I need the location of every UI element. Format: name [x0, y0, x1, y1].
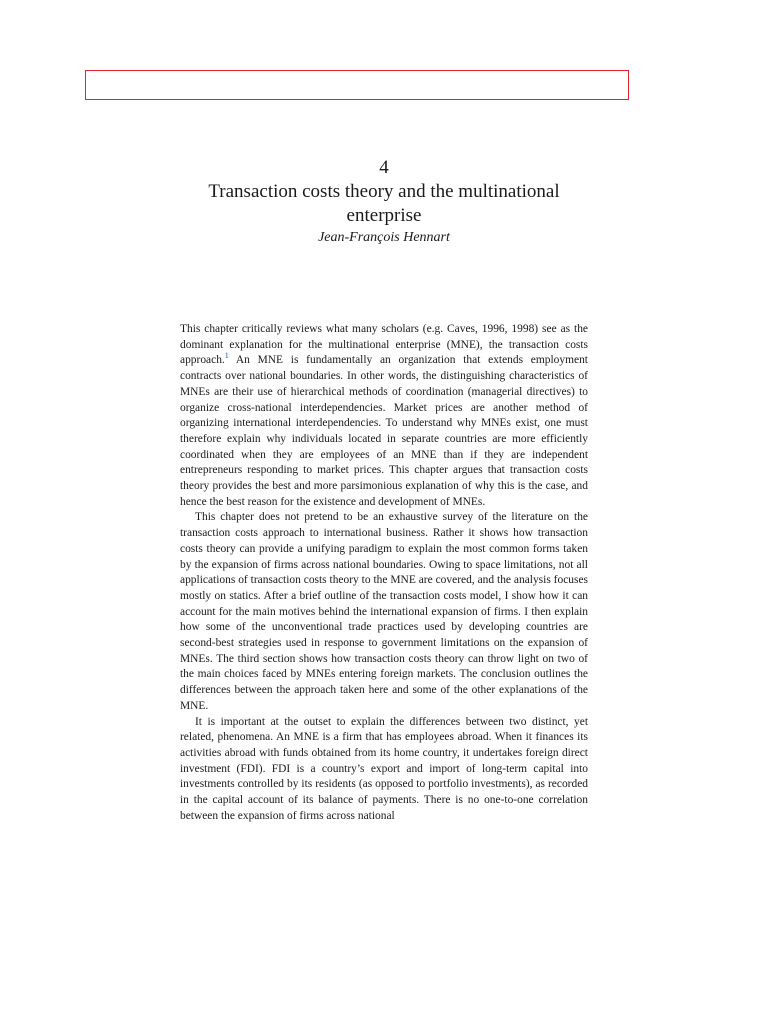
body-text — [180, 322, 588, 825]
chapter-number: 4 — [379, 157, 389, 178]
footnote-ref-1[interactable]: 1 — [224, 351, 229, 361]
header-box — [85, 70, 629, 100]
paragraph-1-continued: An MNE is fundamentally an organization that extends employment contracts over national boundaries. In other words, the distinguishing characteristics of MNEs are their use of hierarchical methods of coordination (managerial directives) to organize cross-national interdependencies. Market prices are another method of organizing international interdependencies. To understand why MNEs exist, one must therefore explain why individuals located in separate countries are more efficiently coordinated when they are employees of an MNE than if they are independent entrepreneurs responding to market prices. This chapter argues that transaction costs theory provides the best and more parsimonious explanation of why this is the case, and hence the best reason for the existence and development of MNEs. — [180, 354, 588, 508]
chapter-author: Jean-François Hennart — [318, 230, 450, 245]
paragraph-1 — [180, 322, 588, 510]
paragraph-2: This chapter does not pretend to be an exhaustive survey of the literature on the transaction costs approach to international business. Rather it shows how transaction costs theory can provide a unifying paradigm to explain the most common forms taken by the expansion of firms across national boundaries. Owing to space limitations, not all applications of transaction costs theory to the MNE are covered, and the analysis focuses mostly on statics. After a brief outline of the transaction costs model, I show how it can account for the main motives behind the international expansion of firms. I then explain how some of the unconventional trade practices used by developing countries are second-best strategies used in response to government limitations on the expansion of MNEs. The third section shows how transaction costs theory can throw light on two of the main choices faced by MNEs entering foreign markets. The conclusion outlines the differences between the approach taken here and some of the other explanations of the MNE. — [180, 511, 588, 712]
chapter-title: Transaction costs theory and the multinational enterprise — [208, 181, 560, 226]
paragraph-3: It is important at the outset to explain the differences between two distinct, yet related, phenomena. An MNE is a firm that has employees abroad. When it finances its activities abroad with funds obtained from its home country, it undertakes foreign direct investment (FDI). FDI is a country’s export and import of long-term capital into investments controlled by its residents (as opposed to portfolio investments), as recorded in the capital account of its balance of payments. There is no one-to-one correlation between the expansion of firms across national — [180, 715, 588, 822]
paragraph-1-text: This chapter critically reviews what many scholars (e.g. Caves, 1996, 1998) see as the dominant explanation for the multinational enterprise (MNE), the transaction costs approach. — [180, 323, 588, 367]
